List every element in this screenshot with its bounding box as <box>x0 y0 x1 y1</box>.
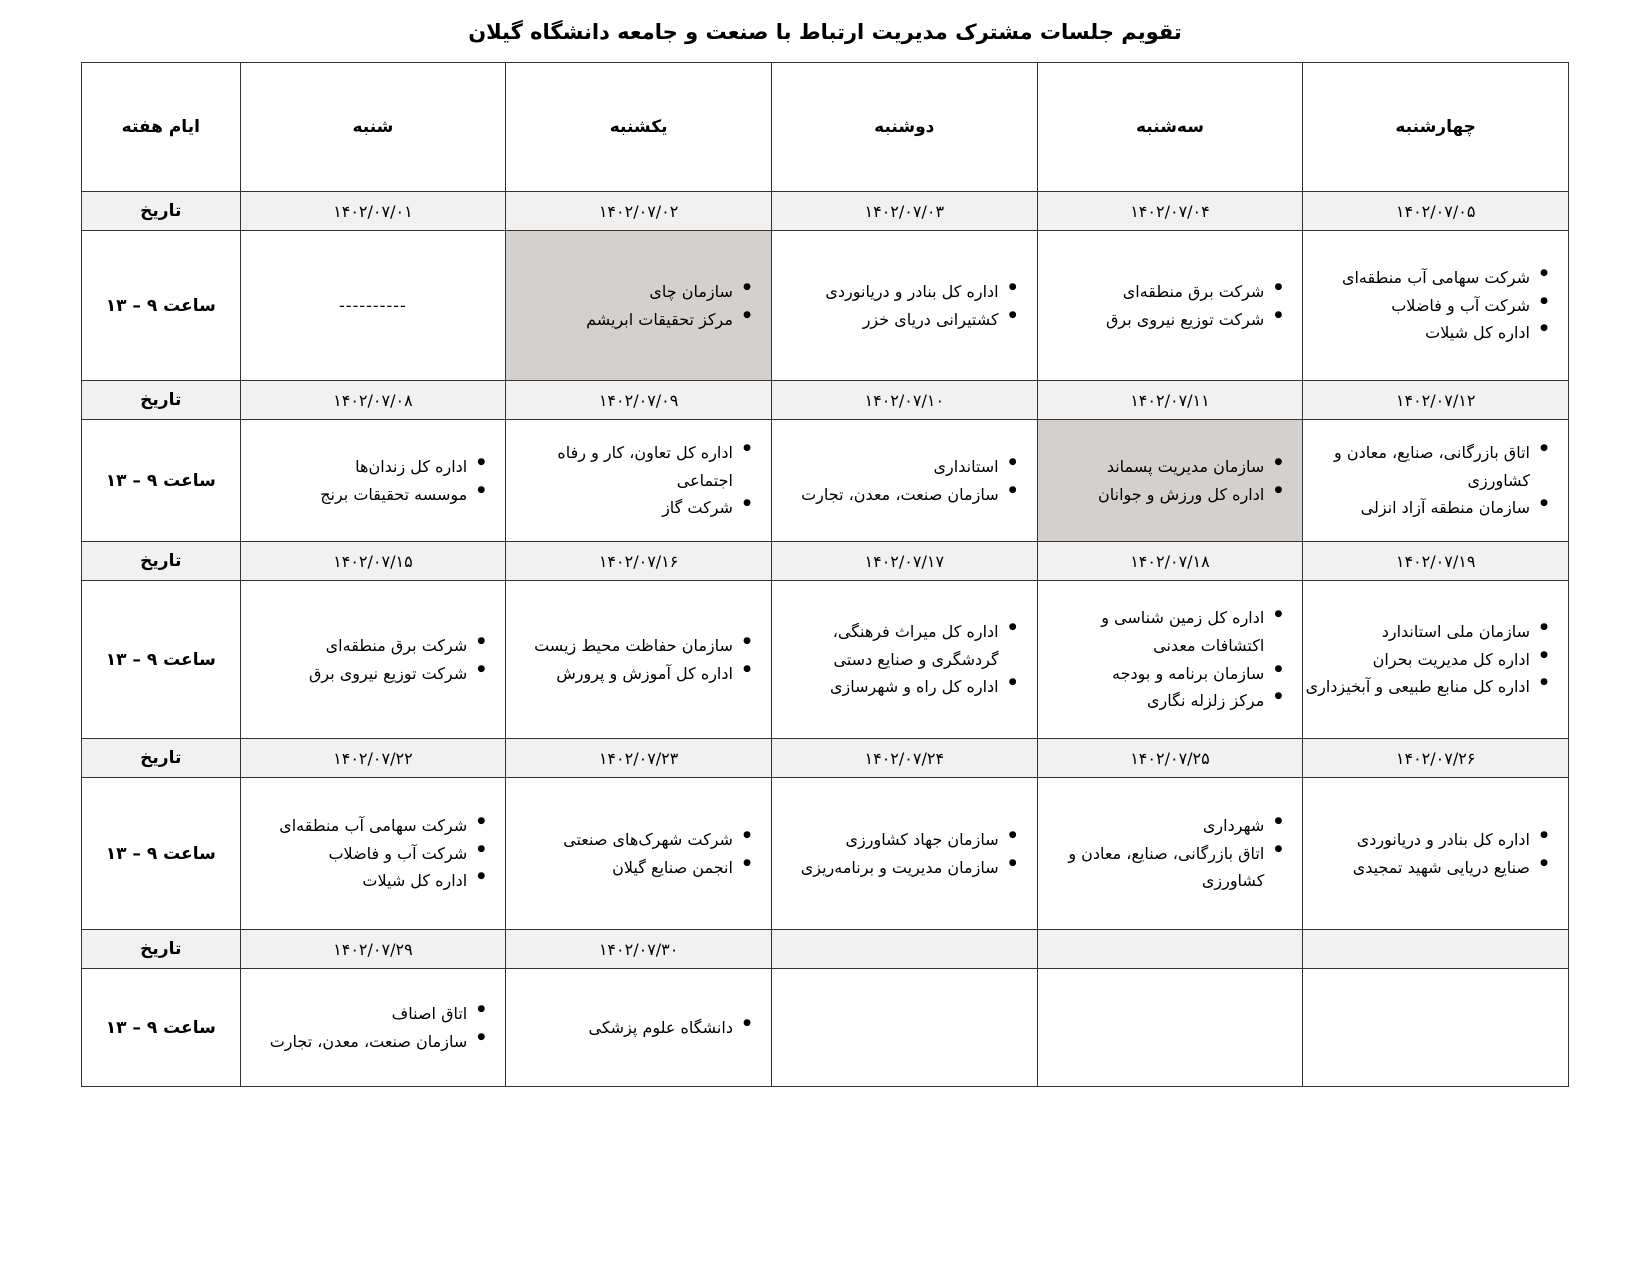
list-item: ● مرکز تحقیقات ابریشم <box>506 306 751 334</box>
calendar-table-wrapper <box>81 62 1569 1087</box>
cell-w1-saturday-empty: ---------- <box>240 231 506 381</box>
list-item: ● شرکت سهامی آب منطقه‌ای <box>241 812 486 840</box>
date-w3-sunday: ۱۴۰۲/۰۷/۱۶ <box>506 542 772 581</box>
cell-w3-monday <box>771 581 1037 739</box>
cell-w3-wednesday <box>1303 581 1569 739</box>
column-header-monday: دوشنبه <box>771 63 1037 192</box>
cell-w1-wednesday <box>1303 231 1569 381</box>
date-w1-monday: ۱۴۰۲/۰۷/۰۳ <box>771 192 1037 231</box>
date-label-week-3: تاریخ <box>82 542 241 581</box>
list-item: ● اداره کل مدیریت بحران <box>1303 646 1548 674</box>
cell-w3-sunday <box>506 581 772 739</box>
list-item: ● اداره کل بنادر و دریانوردی <box>772 278 1017 306</box>
date-w5-monday <box>771 930 1037 969</box>
list-item: ● دانشگاه علوم پزشکی <box>506 1014 751 1042</box>
date-row-week-2 <box>82 381 1569 420</box>
cell-w1-tuesday <box>1037 231 1303 381</box>
cell-w5-saturday <box>240 969 506 1087</box>
list-item: ● سازمان برنامه و بودجه <box>1038 660 1283 688</box>
date-w2-saturday: ۱۴۰۲/۰۷/۰۸ <box>240 381 506 420</box>
column-header-saturday: شنبه <box>240 63 506 192</box>
date-w2-wednesday: ۱۴۰۲/۰۷/۱۲ <box>1303 381 1569 420</box>
date-w3-saturday: ۱۴۰۲/۰۷/۱۵ <box>240 542 506 581</box>
date-w5-wednesday <box>1303 930 1569 969</box>
date-w5-tuesday <box>1037 930 1303 969</box>
cell-w4-wednesday <box>1303 778 1569 930</box>
time-label-week-1: ساعت ۹ – ۱۳ <box>82 231 241 381</box>
date-w3-tuesday: ۱۴۰۲/۰۷/۱۸ <box>1037 542 1303 581</box>
date-w1-tuesday: ۱۴۰۲/۰۷/۰۴ <box>1037 192 1303 231</box>
list-item: ● سازمان منطقه آزاد انزلی <box>1303 494 1548 522</box>
list-item: ● شهرداری <box>1038 812 1283 840</box>
date-row-week-1 <box>82 192 1569 231</box>
date-w4-saturday: ۱۴۰۲/۰۷/۲۲ <box>240 739 506 778</box>
list-item: ● اداره کل تعاون، کار و رفاه اجتماعی <box>506 439 751 494</box>
cell-w2-tuesday <box>1037 420 1303 542</box>
list-item: ● موسسه تحقیقات برنج <box>241 481 486 509</box>
cell-w1-monday <box>771 231 1037 381</box>
cell-w4-tuesday <box>1037 778 1303 930</box>
cell-w5-tuesday <box>1037 969 1303 1087</box>
list-item: ● اداره کل آموزش و پرورش <box>506 660 751 688</box>
list-item: ● سازمان چای <box>506 278 751 306</box>
list-item: ● اداره کل بنادر و دریانوردی <box>1303 826 1548 854</box>
list-item: ● شرکت شهرک‌های صنعتی <box>506 826 751 854</box>
meetings-calendar-table <box>81 62 1569 1087</box>
date-label-week-4: تاریخ <box>82 739 241 778</box>
time-label-week-5: ساعت ۹ – ۱۳ <box>82 969 241 1087</box>
cell-w2-sunday <box>506 420 772 542</box>
page-title: تقویم جلسات مشترک مدیریت ارتباط با صنعت و جامعه دانشگاه گیلان <box>468 20 1182 44</box>
date-label-week-1: تاریخ <box>82 192 241 231</box>
list-item: ● سازمان جهاد کشاورزی <box>772 826 1017 854</box>
time-label-week-3: ساعت ۹ – ۱۳ <box>82 581 241 739</box>
list-item: ● اداره کل منابع طبیعی و آبخیزداری <box>1303 673 1548 701</box>
list-item: ● سازمان مدیریت و برنامه‌ریزی <box>772 854 1017 882</box>
cell-w5-monday <box>771 969 1037 1087</box>
date-w2-monday: ۱۴۰۲/۰۷/۱۰ <box>771 381 1037 420</box>
content-row-week-3 <box>82 581 1569 739</box>
cell-w5-wednesday <box>1303 969 1569 1087</box>
content-row-week-2 <box>82 420 1569 542</box>
date-w3-wednesday: ۱۴۰۲/۰۷/۱۹ <box>1303 542 1569 581</box>
list-item: ● شرکت سهامی آب منطقه‌ای <box>1303 264 1548 292</box>
content-row-week-1 <box>82 231 1569 381</box>
list-item: ● اتاق بازرگانی، صنایع، معادن و کشاورزی <box>1303 439 1548 494</box>
date-row-week-4 <box>82 739 1569 778</box>
list-item: ● اداره کل زندان‌ها <box>241 453 486 481</box>
list-item: ● شرکت گاز <box>506 494 751 522</box>
list-item: ● سازمان مدیریت پسماند <box>1038 453 1283 481</box>
date-label-week-2: تاریخ <box>82 381 241 420</box>
list-item: ● اداره کل زمین شناسی و اکتشافات معدنی <box>1038 604 1283 659</box>
content-row-week-4 <box>82 778 1569 930</box>
content-row-week-5 <box>82 969 1569 1087</box>
list-item: ● شرکت آب و فاضلاب <box>241 840 486 868</box>
cell-w2-monday <box>771 420 1037 542</box>
list-item: ● اداره کل راه و شهرسازی <box>772 673 1017 701</box>
date-w3-monday: ۱۴۰۲/۰۷/۱۷ <box>771 542 1037 581</box>
list-item: ● صنایع دریایی شهید تمجیدی <box>1303 854 1548 882</box>
date-w1-saturday: ۱۴۰۲/۰۷/۰۱ <box>240 192 506 231</box>
date-w4-tuesday: ۱۴۰۲/۰۷/۲۵ <box>1037 739 1303 778</box>
date-w1-wednesday: ۱۴۰۲/۰۷/۰۵ <box>1303 192 1569 231</box>
time-label-week-4: ساعت ۹ – ۱۳ <box>82 778 241 930</box>
list-item: ● اداره کل میراث فرهنگی، گردشگری و صنایع دستی <box>772 618 1017 673</box>
list-item: ● اداره کل ورزش و جوانان <box>1038 481 1283 509</box>
list-item: ● اداره کل شیلات <box>1303 319 1548 347</box>
column-header-sunday: یکشنبه <box>506 63 772 192</box>
cell-w4-sunday <box>506 778 772 930</box>
list-item: ● شرکت برق منطقه‌ای <box>1038 278 1283 306</box>
date-label-week-5: تاریخ <box>82 930 241 969</box>
list-item: ● مرکز زلزله نگاری <box>1038 687 1283 715</box>
list-item: ● شرکت آب و فاضلاب <box>1303 292 1548 320</box>
column-header-wednesday: چهارشنبه <box>1303 63 1569 192</box>
table-header-row <box>82 63 1569 192</box>
list-item: ● سازمان صنعت، معدن، تجارت <box>241 1028 486 1056</box>
list-item: ● شرکت توزیع نیروی برق <box>241 660 486 688</box>
date-w5-sunday: ۱۴۰۲/۰۷/۳۰ <box>506 930 772 969</box>
date-w4-monday: ۱۴۰۲/۰۷/۲۴ <box>771 739 1037 778</box>
list-item: ● سازمان حفاظت محیط زیست <box>506 632 751 660</box>
cell-w2-wednesday <box>1303 420 1569 542</box>
row-header-weekdays: ایام هفته <box>82 63 241 192</box>
date-w2-tuesday: ۱۴۰۲/۰۷/۱۱ <box>1037 381 1303 420</box>
list-item: ● کشتیرانی دریای خزر <box>772 306 1017 334</box>
list-item: ● اتاق اصناف <box>241 1000 486 1028</box>
column-header-tuesday: سه‌شنبه <box>1037 63 1303 192</box>
list-item: ● اداره کل شیلات <box>241 867 486 895</box>
list-item: ● شرکت برق منطقه‌ای <box>241 632 486 660</box>
cell-w3-saturday <box>240 581 506 739</box>
cell-w1-sunday <box>506 231 772 381</box>
cell-w5-sunday <box>506 969 772 1087</box>
list-item: ● شرکت توزیع نیروی برق <box>1038 306 1283 334</box>
list-item: ● انجمن صنایع گیلان <box>506 854 751 882</box>
cell-w4-monday <box>771 778 1037 930</box>
cell-w3-tuesday <box>1037 581 1303 739</box>
list-item: ● سازمان ملی استاندارد <box>1303 618 1548 646</box>
list-item: ● استانداری <box>772 453 1017 481</box>
date-row-week-3 <box>82 542 1569 581</box>
cell-w4-saturday <box>240 778 506 930</box>
time-label-week-2: ساعت ۹ – ۱۳ <box>82 420 241 542</box>
date-w2-sunday: ۱۴۰۲/۰۷/۰۹ <box>506 381 772 420</box>
date-row-week-5 <box>82 930 1569 969</box>
date-w4-wednesday: ۱۴۰۲/۰۷/۲۶ <box>1303 739 1569 778</box>
cell-w2-saturday <box>240 420 506 542</box>
date-w5-saturday: ۱۴۰۲/۰۷/۲۹ <box>240 930 506 969</box>
list-item: ● اتاق بازرگانی، صنایع، معادن و کشاورزی <box>1038 840 1283 895</box>
date-w1-sunday: ۱۴۰۲/۰۷/۰۲ <box>506 192 772 231</box>
date-w4-sunday: ۱۴۰۲/۰۷/۲۳ <box>506 739 772 778</box>
list-item: ● سازمان صنعت، معدن، تجارت <box>772 481 1017 509</box>
